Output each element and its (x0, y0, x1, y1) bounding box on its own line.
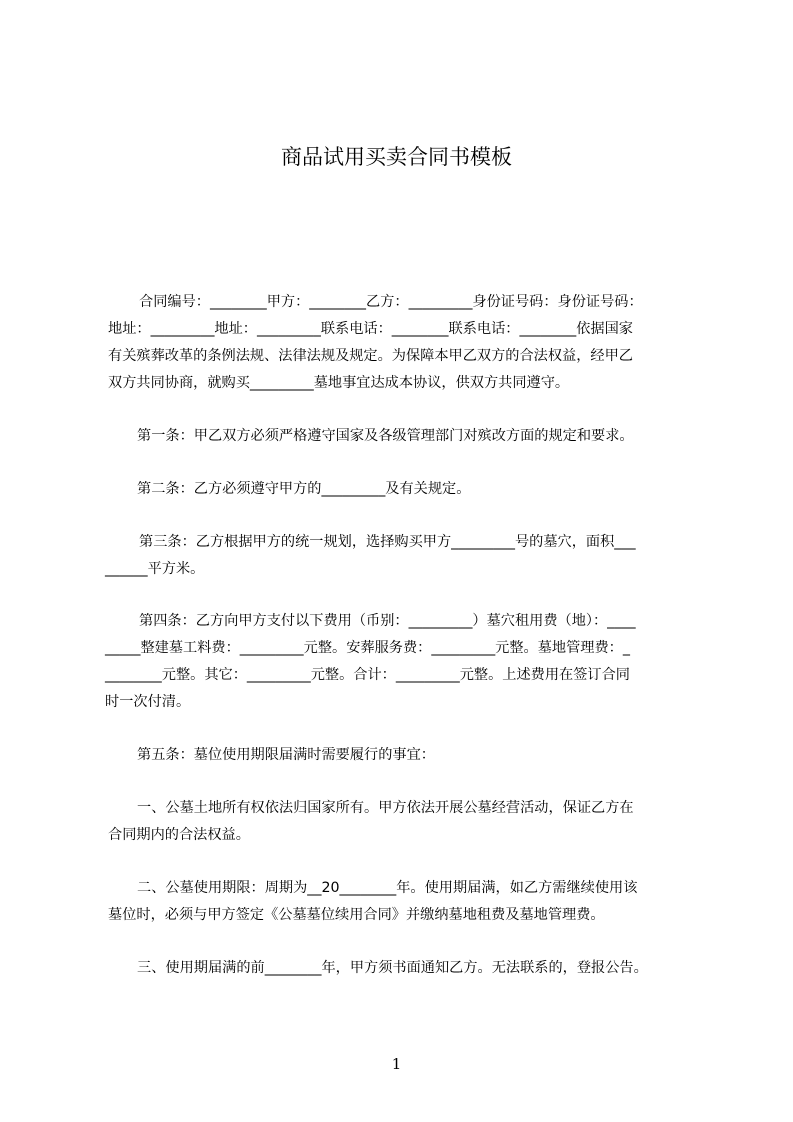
preamble-line-4: 双方共同协商，就购买_________墓地事宜达成本协议，供双方共同遵守。 (108, 375, 570, 391)
preamble-line-3: 有关殡葬改革的条例法规、法律法规及规定。为保障本甲乙双方的合法权益，经甲乙 (108, 348, 633, 364)
article-5: 第五条：墓位使用期限届满时需要履行的事宜： (137, 747, 435, 763)
article-2: 第二条：乙方必须遵守甲方的_________及有关规定。 (137, 481, 471, 497)
clause-1-line-2: 合同期内的合法权益。 (108, 827, 250, 843)
clause-3: 三、使用期届满的前________年，甲方须书面通知乙方。无法联系的，登报公告。 (137, 960, 648, 976)
clause-2-line-1: 二、公墓使用期限：周期为__20________年。使用期届满，如乙方需继续使用该 (137, 880, 638, 896)
article-4-line-2: _____整建墓工料费：_________元整。安葬服务费：_________元整。墓地管理费：_ (105, 640, 630, 656)
article-3-line-2: ______平方米。 (105, 561, 205, 577)
preamble-line-1: 合同编号：________甲方：________乙方：_________身份证号码：身份证号码： (139, 294, 643, 310)
page-number: 1 (391, 1055, 402, 1073)
article-3-line-1: 第三条：乙方根据甲方的统一规划，选择购买甲方_________号的墓穴，面积___ (139, 534, 636, 550)
article-1: 第一条：甲乙双方必须严格遵守国家及各级管理部门对殡改方面的规定和要求。 (137, 428, 634, 444)
article-4-line-3: ________元整。其它：_________元整。合计：_________元整。上述费用在签订合同 (105, 667, 630, 683)
document-title: 商品试用买卖合同书模板 (281, 145, 512, 169)
preamble-line-2: 地址：_________地址：_________联系电话：________联系电话：________依据国家 (108, 321, 633, 337)
clause-2-line-2: 墓位时，必须与甲方签定《公墓墓位续用合同》并缴纳墓地租费及墓地管理费。 (108, 907, 605, 923)
clause-1-line-1: 一、公墓土地所有权依法归国家所有。甲方依法开展公墓经营活动，保证乙方在 (137, 800, 634, 816)
article-4-line-1: 第四条：乙方向甲方支付以下费用（币别：_________）墓穴租用费（地）：____ (139, 613, 636, 629)
article-4-line-4: 时一次付清。 (105, 694, 191, 710)
